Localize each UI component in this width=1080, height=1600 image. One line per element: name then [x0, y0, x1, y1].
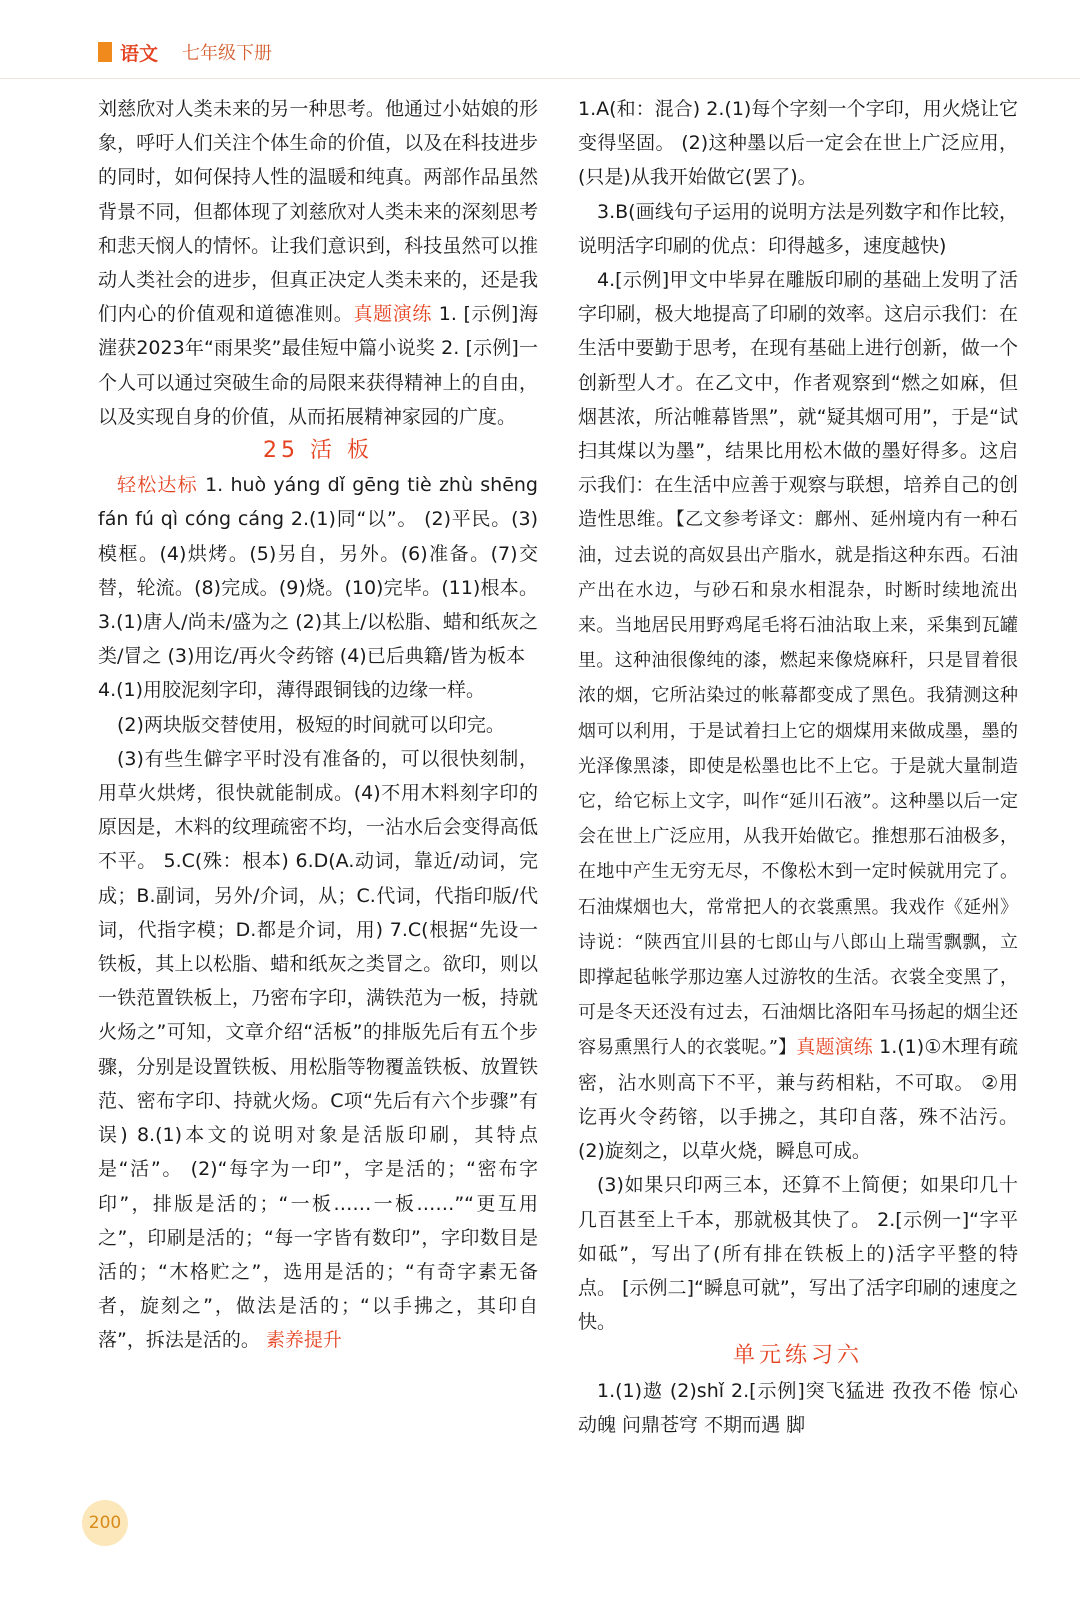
text: 1.(1)①木理有疏密，沾水则高下不平，兼与药相粘，不可取。 ②用讫再火令药镕，以手拂之，其印自落，殊不沾污。 (2)旋刻之，以草火烧，瞬息可成。: [578, 1036, 1018, 1163]
page-number-badge: [82, 1500, 128, 1546]
section-title: 25 活 板: [263, 438, 373, 464]
text: 刘慈欣对人类未来的另一种思考。他通过小姑娘的形象，呼吁人们关注个体生命的价值，以及在科技进步的同时，如何保持人性的温暖和纯真。两部作品虽然背景不同，但都体现了刘慈欣对人类未来的深刻思考和悲天悯人的情怀。让我们意识到，科技虽然可以推动人类社会的进步，但真正决定人类未来的，还是我们内心的价值观和道德准则。: [98, 98, 538, 326]
left-column: [98, 92, 538, 1358]
paragraph: 1.(1)遨 (2)shǐ 2.[示例]突飞猛进 孜孜不倦 惊心动魄 问鼎苍穹 不期而遇 脚: [578, 1379, 1018, 1436]
translation-text: 【乙文参考译文：鄜州、延州境内有一种石油，过去说的高奴县出产脂水，就是指这种东西。石油产出在水边，与砂石和泉水相混杂，时断时续地流出来。当地居民用野鸡尾毛将石油沾取上来，采集到瓦罐里。这种油很像纯的漆，燃起来像烧麻秆，只是冒着很浓的烟，它所沾染过的帐幕都变成了黑色。我猜测这种烟可以利用，于是试着扫上它的烟煤用来做成墨，墨的光泽像黑漆，即使是松墨也比不上它。于是就大量制造它，给它标上文字，叫作“延川石液”。这种墨以后一定会在世上广泛应用，从我开始做它。推想那石油极多，在地中产生无穷无尽，不像松木到一定时候就用完了。石油煤烟也大，常常把人的衣裳熏黑。我戏作《延州》诗说：“陕西宜川县的七郎山与八郎山上瑞雪飘飘，立即撑起毡帐学那边塞人过游牧的生活。衣裳全变黑了，可是冬天还没有过去，石油烟比洛阳车马扬起的烟尘还容易熏黑行人的衣裳呢。”】: [578, 509, 1018, 1059]
paragraph: (3)如果只印两三本，还算不上简便；如果印几十几百甚至上千本，那就极其快了。 2.[示例一]“字平如砥”，写出了(所有排在铁板上的)活字平整的特点。 [示例二]“瞬息可就”，写出了活字印刷的速度之快。: [578, 1174, 1018, 1334]
unit-title: 单元练习六: [732, 1343, 863, 1369]
text: 4.[示例]甲文中毕昇在雕版印刷的基础上发明了活字印刷，极大地提高了印刷的效率。这启示我们：在生活中要勤于思考，在现有基础上进行创新，做一个创新型人才。在乙文中，作者观察到“燃之如麻，但烟甚浓，所沾帷幕皆黑”，就“疑其烟可用”，于是“试扫其煤以为墨”，结果比用松木做的墨好得多。这启示我们：在生活中应善于观察与联想，培养自己的创造性思维。: [578, 269, 1018, 531]
paragraph: 4.(1)用胶泥刻字印，薄得跟铜钱的边缘一样。: [98, 679, 486, 702]
book-logo-icon: [98, 42, 112, 62]
tag-zhenti-yanlian: 真题演练: [796, 1036, 873, 1059]
grade-label: 七年级下册: [182, 43, 273, 64]
tag-suyang-tisheng: 素养提升: [265, 1329, 342, 1352]
page-number: 200: [88, 1513, 122, 1533]
paragraph: [98, 92, 538, 434]
text: (3)有些生僻字平时没有准备的，可以很快刻制，用草火烘烤，很快就能制成。(4)不用木料刻字印的原因是，木料的纹理疏密不均，一沾水后会变得高低不平。 5.C(殊：根本) 6.D(A.动词，靠近/动词，完成；B.副词，另外/介词，从；C.代词，代指印版/代词，代指字模；D.都是介词，用) 7.C(根据“先设一铁板，其上以松脂、蜡和纸灰之类冒之。欲印，则以一铁范置铁板上，乃密布字印，满铁范为一板，持就火炀之”可知，文章介绍“活板”的排版先后有五个步骤，分别是设置铁板、用松脂等物覆盖铁板、放置铁范、密布字印、持就火炀。C项“先后有六个步骤”有误) 8.(1)本文的说明对象是活版印刷，其特点是“活”。 (2)“每字为一印”，字是活的；“密布字印”，排版是活的；“一板……一板……”“更互用之”，印刷是活的；“每一字皆有数印”，字印数目是活的；“木格贮之”，选用是活的；“有奇字素无备者，旋刻之”，做法是活的；“以手拂之，其印自落”，拆法是活的。: [98, 747, 538, 1352]
tag-qingsong-dabiao: 轻松达标: [117, 474, 198, 497]
page-header: [98, 36, 272, 68]
paragraph: [98, 742, 538, 1358]
header-divider: [0, 78, 1080, 79]
right-column: [578, 92, 1018, 1442]
text: 1. huò yáng dǐ gēng tiè zhù shēng fán fú qì cóng cáng 2.(1)同“以”。 (2)平民。(3)模框。(4)烘烤。(5)另自，另外。(6)准备。(7)交替，轮流。(8)完成。(9)烧。(10)完毕。(11)根本。 3.(1)唐人/尚未/盛为之 (2)其上/以松脂、蜡和纸灰之类/冒之 (3)用讫/再火令药镕 (4)已后典籍/皆为板本: [98, 474, 538, 668]
tag-zhenti-yanlian: 真题演练: [353, 303, 433, 326]
paragraph: (2)两块版交替使用，极短的时间就可以印完。: [117, 713, 505, 736]
text: 1. [示例]海漄获2023年“雨果奖”最佳短中篇小说奖 2. [示例]一个人可以通过突破生命的局限来获得精神上的自由，以及实现自身的价值，从而拓展精神家园的广度。: [98, 303, 538, 428]
paragraph: [578, 263, 1018, 1168]
subject-label: 语文: [120, 42, 159, 65]
paragraph: 1.A(和：混合) 2.(1)每个字刻一个字印，用火烧让它变得坚固。 (2)这种墨以后一定会在世上广泛应用，(只是)从我开始做它(罢了)。: [578, 98, 1018, 189]
paragraph: 3.B(画线句子运用的说明方法是列数字和作比较，说明活字印刷的优点：印得越多，速度越快): [578, 200, 1018, 257]
paragraph: [98, 468, 538, 673]
